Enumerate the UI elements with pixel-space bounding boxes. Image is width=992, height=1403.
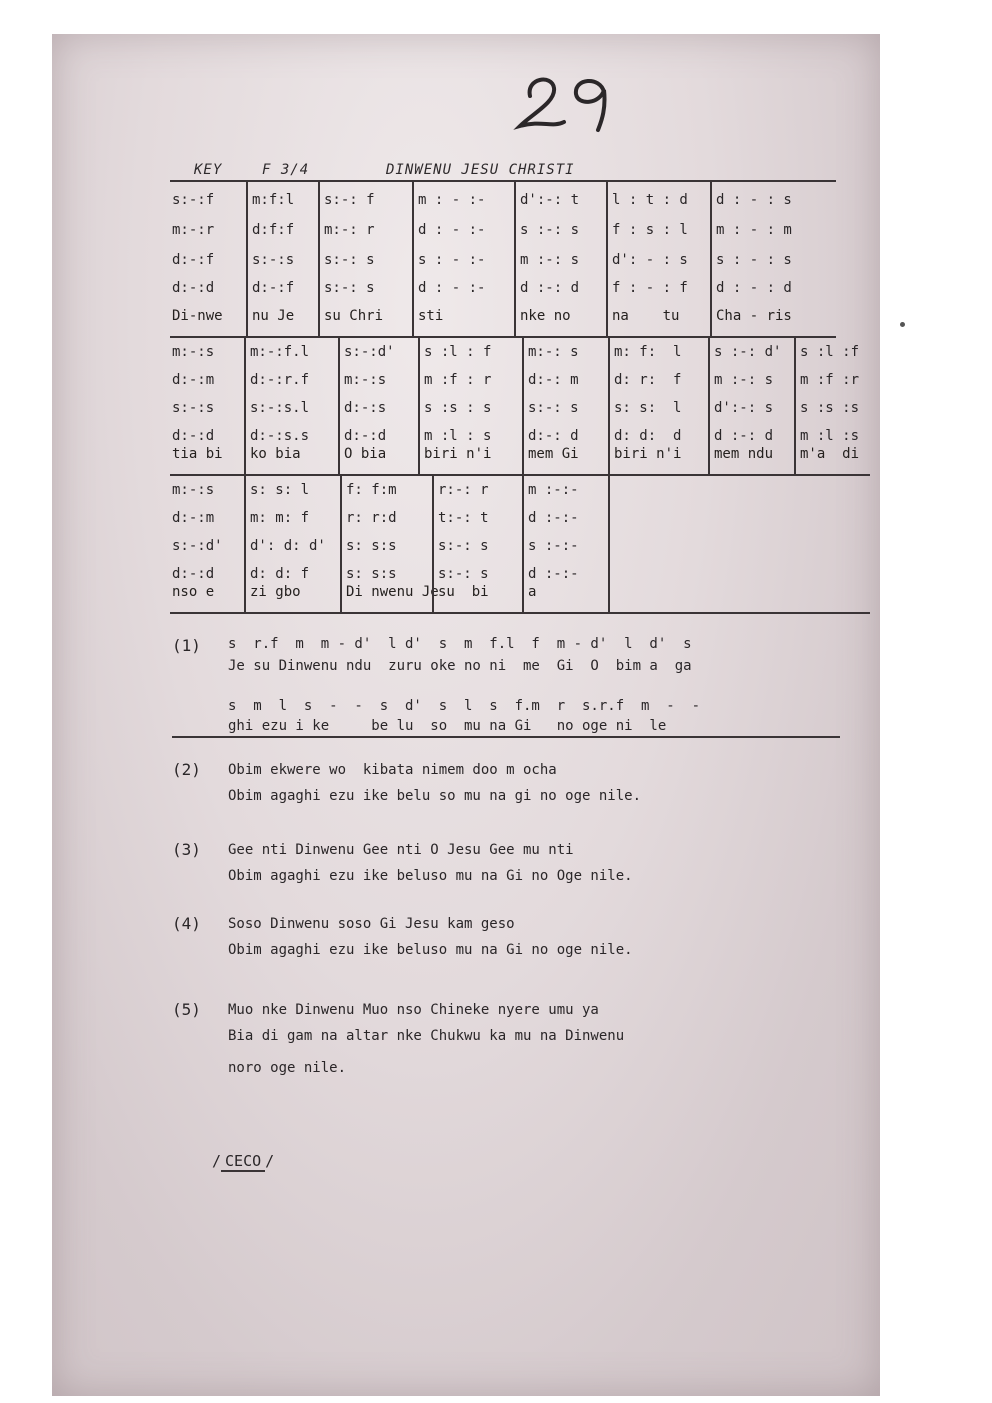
tenor-note: s: s: l <box>614 400 682 416</box>
bass-note: s:-: s <box>438 566 489 582</box>
bass-note: d: d: d <box>614 428 682 444</box>
tenor-note: d:-:f <box>172 252 215 268</box>
bass-note: m :l : s <box>424 428 492 444</box>
measure <box>514 180 606 336</box>
soprano-note: l : t : d <box>612 192 688 208</box>
solfa-score <box>170 180 870 620</box>
alto-note: t:-: t <box>438 510 489 526</box>
bass-note: d:-:f <box>252 280 295 296</box>
tenor-note: d':-: s <box>714 400 774 416</box>
bass-note: m :l :s <box>800 428 860 444</box>
alto-note: m:-:r <box>172 222 215 238</box>
verse-lyric-line: ghi ezu i ke be lu so mu na Gi no oge ni le <box>228 718 667 734</box>
soprano-note: m : - :- <box>418 192 486 208</box>
measure <box>244 336 338 474</box>
signature-text: CECO <box>221 1152 265 1172</box>
score-block-2 <box>170 336 870 476</box>
verse-solfa-line: s m l s - - s d' s l s f.m r s.r.f m - - <box>228 698 701 714</box>
soprano-note: r:-: r <box>438 482 489 498</box>
alto-note: d :-:- <box>528 510 579 526</box>
lyric: O bia <box>344 446 387 462</box>
soprano-note: s: s: l <box>250 482 310 498</box>
key-value: F 3/4 <box>262 162 310 178</box>
bass-note: d:-:s.s <box>250 428 310 444</box>
verse-number: (4) <box>172 914 201 933</box>
tenor-note: s :s :s <box>800 400 860 416</box>
lyric: m'a di <box>800 446 860 462</box>
alto-note: f : s : l <box>612 222 688 238</box>
lyric: biri n'i <box>614 446 682 462</box>
measure <box>170 336 244 474</box>
bass-note: d :-:- <box>528 566 579 582</box>
verse-number: (5) <box>172 1000 201 1019</box>
bass-note: d : - : d <box>716 280 792 296</box>
verse-line: Muo nke Dinwenu Muo nso Chineke nyere umu ya <box>228 1002 599 1018</box>
verse-line: Obim ekwere wo kibata nimem doo m ocha <box>228 762 557 778</box>
alto-note: r: r:d <box>346 510 397 526</box>
key-label: KEY <box>194 162 223 178</box>
bass-note: d:-:d <box>344 428 387 444</box>
verse-line: Obim agaghi ezu ike belu so mu na gi no oge nile. <box>228 788 642 804</box>
alto-note: m:-:s <box>344 372 387 388</box>
bass-note: f : - : f <box>612 280 688 296</box>
lyric: biri n'i <box>424 446 492 462</box>
bass-note: d : - :- <box>418 280 486 296</box>
verse-2 <box>172 760 832 804</box>
alto-note: m :f :r <box>800 372 860 388</box>
hymn-header <box>170 160 836 182</box>
verse-lyric-line: Je su Dinwenu ndu zuru oke no ni me Gi O bim a ga <box>228 658 692 674</box>
measure <box>432 474 522 612</box>
alto-note: d:f:f <box>252 222 295 238</box>
measure <box>794 336 870 474</box>
measure <box>708 336 794 474</box>
lyric: ko bia <box>250 446 301 462</box>
score-block-3 <box>170 474 870 614</box>
alto-note: m : - : m <box>716 222 792 238</box>
divider <box>172 736 840 738</box>
verse-line: Gee nti Dinwenu Gee nti O Jesu Gee mu nti <box>228 842 574 858</box>
lyric: su Chri <box>324 308 384 324</box>
soprano-note: s:-: f <box>324 192 375 208</box>
measure <box>522 474 608 612</box>
verse-number: (2) <box>172 760 201 779</box>
tenor-note: s:-: s <box>324 252 375 268</box>
measure <box>522 336 608 474</box>
measure <box>244 474 340 612</box>
verse-4 <box>172 914 832 958</box>
lyric: a <box>528 584 537 600</box>
verse-line: Obim agaghi ezu ike beluso mu na Gi no Oge nile. <box>228 868 633 884</box>
verse-line: noro oge nile. <box>228 1060 347 1076</box>
lyric: Cha - ris <box>716 308 792 324</box>
lyric: nke no <box>520 308 571 324</box>
tenor-note: m :-: s <box>520 252 580 268</box>
soprano-note: m:-:f.l <box>250 344 310 360</box>
verse-line: Soso Dinwenu soso Gi Jesu kam geso <box>228 916 515 932</box>
tenor-note: d': d: d' <box>250 538 326 554</box>
soprano-note: s :l :f <box>800 344 860 360</box>
soprano-note: s:-:d' <box>344 344 395 360</box>
soprano-note: s :-: d' <box>714 344 782 360</box>
bass-note: d: d: f <box>250 566 310 582</box>
tenor-note: s:-:d' <box>172 538 223 554</box>
lyric: zi gbo <box>250 584 301 600</box>
soprano-note: s :l : f <box>424 344 492 360</box>
tenor-note: s : - : s <box>716 252 792 268</box>
measure <box>710 180 836 336</box>
lyric: nu Je <box>252 308 295 324</box>
alto-note: m :f : r <box>424 372 492 388</box>
bass-note: s: s:s <box>346 566 397 582</box>
verse-3 <box>172 840 832 884</box>
lyric: Di nwenu Je <box>346 584 439 600</box>
verse-5 <box>172 1000 832 1080</box>
tenor-note: s:-:s <box>172 400 215 416</box>
soprano-note: d':-: t <box>520 192 580 208</box>
alto-note: d:-:m <box>172 510 215 526</box>
empty-measure <box>608 474 870 612</box>
verse-solfa-line: s r.f m m - d' l d' s m f.l f m - d' l d' s <box>228 636 692 652</box>
measure <box>340 474 439 612</box>
measure <box>608 336 708 474</box>
lyric: mem ndu <box>714 446 774 462</box>
verse-1 <box>172 636 832 736</box>
verse-number: (3) <box>172 840 201 859</box>
measure <box>170 180 246 336</box>
verse-line: Bia di gam na altar nke Chukwu ka mu na Dinwenu <box>228 1028 625 1044</box>
soprano-note: m:-: s <box>528 344 579 360</box>
measure <box>412 180 514 336</box>
soprano-note: m:-:s <box>172 344 215 360</box>
tenor-note: s : - :- <box>418 252 486 268</box>
bass-note: d :-: d <box>520 280 580 296</box>
measure <box>606 180 710 336</box>
tenor-note: s:-: s <box>438 538 489 554</box>
alto-note: d:-: m <box>528 372 579 388</box>
lyric: su bi <box>438 584 489 600</box>
tenor-note: s :-:- <box>528 538 579 554</box>
bass-note: d :-: d <box>714 428 774 444</box>
soprano-note: m:-:s <box>172 482 215 498</box>
alto-note: d:-:r.f <box>250 372 310 388</box>
soprano-note: m :-:- <box>528 482 579 498</box>
measure <box>338 336 418 474</box>
lyric: sti <box>418 308 444 324</box>
score-block-1 <box>170 180 836 338</box>
bass-note: d:-:d <box>172 566 215 582</box>
bass-note: d:-:d <box>172 280 215 296</box>
measure <box>246 180 318 336</box>
lyric: mem Gi <box>528 446 579 462</box>
bass-note: d:-:d <box>172 428 215 444</box>
alto-note: m :-: s <box>714 372 774 388</box>
bass-note: s:-: s <box>324 280 375 296</box>
soprano-note: f: f:m <box>346 482 397 498</box>
soprano-note: m:f:l <box>252 192 295 208</box>
tenor-note: s:-:s.l <box>250 400 310 416</box>
lyric: nso e <box>172 584 215 600</box>
handwritten-page-number <box>512 68 622 138</box>
tenor-note: d': - : s <box>612 252 688 268</box>
verse-number: (1) <box>172 636 201 655</box>
measure <box>170 474 244 612</box>
measure <box>318 180 412 336</box>
alto-note: d:-:m <box>172 372 215 388</box>
alto-note: s :-: s <box>520 222 580 238</box>
hymn-title: DINWENU JESU CHRISTI <box>386 162 575 178</box>
tenor-note: d:-:s <box>344 400 387 416</box>
soprano-note: m: f: l <box>614 344 682 360</box>
alto-note: m: m: f <box>250 510 310 526</box>
bass-note: d:-: d <box>528 428 579 444</box>
soprano-note: d : - : s <box>716 192 792 208</box>
lyric: na tu <box>612 308 680 324</box>
tenor-note: s: s:s <box>346 538 397 554</box>
verse-line: Obim agaghi ezu ike beluso mu na Gi no oge nile. <box>228 942 633 958</box>
alto-note: d : - :- <box>418 222 486 238</box>
soprano-note: s:-:f <box>172 192 215 208</box>
tenor-note: s:-:s <box>252 252 295 268</box>
alto-note: m:-: r <box>324 222 375 238</box>
lyric: tia bi <box>172 446 223 462</box>
alto-note: d: r: f <box>614 372 682 388</box>
stray-mark <box>900 322 905 327</box>
signature: / CECO / <box>212 1152 275 1170</box>
lyric: Di-nwe <box>172 308 223 324</box>
tenor-note: s:-: s <box>528 400 579 416</box>
tenor-note: s :s : s <box>424 400 492 416</box>
measure <box>418 336 522 474</box>
